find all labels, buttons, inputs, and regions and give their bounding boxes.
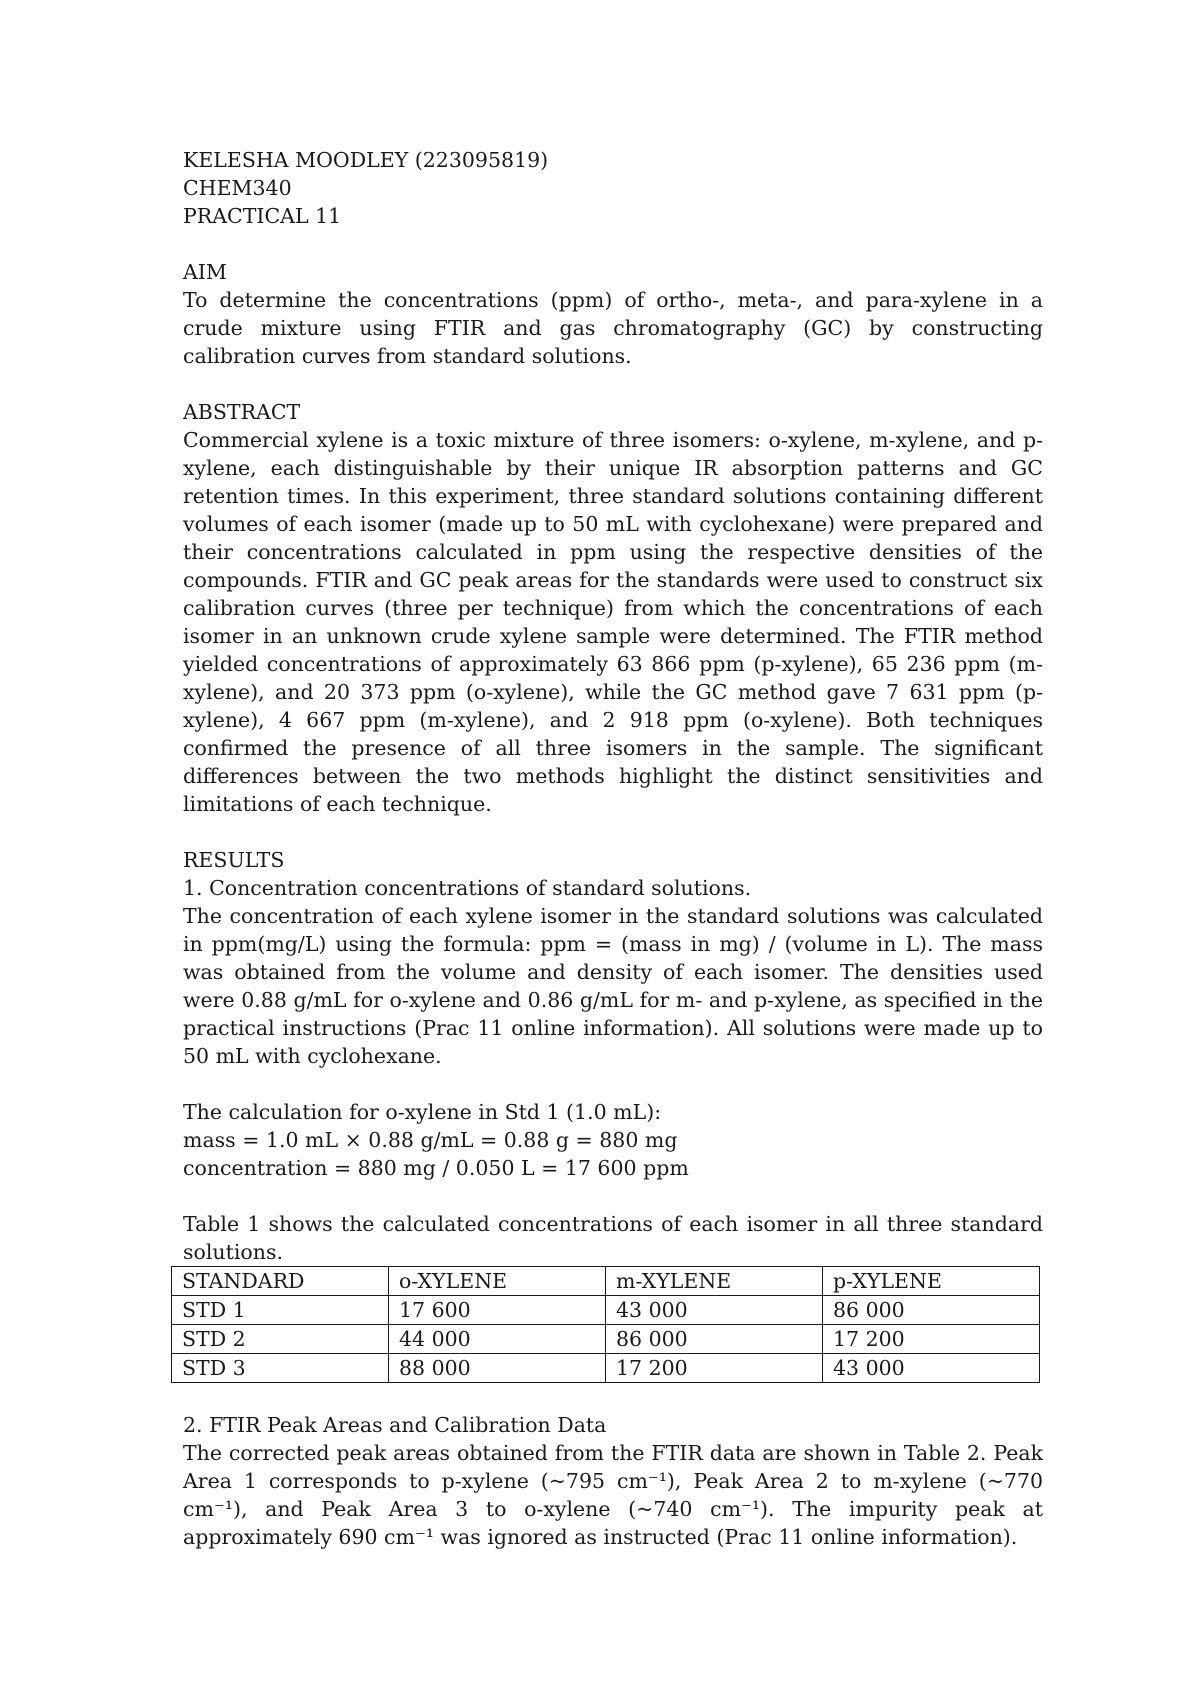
table-cell: 86 000 <box>823 1296 1040 1325</box>
table-header-cell: STANDARD <box>172 1267 389 1296</box>
table-header-cell: o-XYLENE <box>389 1267 606 1296</box>
section-1-text: The concentration of each xylene isomer in the standard solutions was calculated in ppm(mg/L) using the formula: ppm = (mass in mg) / (volume in L). The mass was obtained from the volume and density of each isomer. The densities used were 0.88 g/mL for o-xylene and 0.86 g/mL for m- and p-xylene, as specified in the practical instructions (Prac 11 online information). All solutions were made up to 50 mL with cyclohexane. <box>183 904 1043 1068</box>
table-1-caption: Table 1 shows the calculated concentrations of each isomer in all three standard solutions. <box>183 1212 1043 1264</box>
table-cell: STD 2 <box>172 1325 389 1354</box>
table-cell: 43 000 <box>823 1354 1040 1383</box>
aim-text: To determine the concentrations (ppm) of ortho-, meta-, and para-xylene in a crude mixture using FTIR and gas chromatography (GC) by constructing calibration curves from standard solutions. <box>183 288 1043 368</box>
abstract-text: Commercial xylene is a toxic mixture of three isomers: o-xylene, m-xylene, and p-xylene, each distinguishable by their unique IR absorption patterns and GC retention times. In this experiment, three standard solutions containing different volumes of each isomer (made up to 50 mL with cyclohexane) were prepared and their concentrations calculated in ppm using the respective densities of the compounds. FTIR and GC peak areas for the standards were used to construct six calibration curves (three per technique) from which the concentrations of each isomer in an unknown crude xylene sample were determined. The FTIR method yielded concentrations of approximately 63 866 ppm (p-xylene), 65 236 ppm (m-xylene), and 20 373 ppm (o-xylene), while the GC method gave 7 631 ppm (p-xylene), 4 667 ppm (m-xylene), and 2 918 ppm (o-xylene). Both techniques confirmed the presence of all three isomers in the sample. The significant differences between the two methods highlight the distinct sensitivities and limitations of each technique. <box>183 428 1043 816</box>
table-cell: 44 000 <box>389 1325 606 1354</box>
table-cell: 17 200 <box>606 1354 823 1383</box>
concentration-table <box>171 1266 1040 1383</box>
calculation-intro: The calculation for o-xylene in Std 1 (1.0 mL): <box>183 1100 662 1124</box>
course-code: CHEM340 <box>183 176 292 200</box>
section-1-title: 1. Concentration concentrations of standard solutions. <box>183 876 752 900</box>
table-cell: STD 3 <box>172 1354 389 1383</box>
table-row <box>172 1325 1040 1354</box>
section-2-text: The corrected peak areas obtained from the FTIR data are shown in Table 2. Peak Area 1 corresponds to p-xylene (~795 cm⁻¹), Peak Area 2 to m-xylene (~770 cm⁻¹), and Peak Area 3 to o-xylene (~740 cm⁻¹). The impurity peak at approximately 690 cm⁻¹ was ignored as instructed (Prac 11 online information). <box>183 1441 1043 1549</box>
table-header-cell: p-XYLENE <box>823 1267 1040 1296</box>
table-cell: 17 200 <box>823 1325 1040 1354</box>
section-2-title: 2. FTIR Peak Areas and Calibration Data <box>183 1413 607 1437</box>
table-cell: 86 000 <box>606 1325 823 1354</box>
table-row <box>172 1296 1040 1325</box>
abstract-heading: ABSTRACT <box>183 400 301 424</box>
table-row <box>172 1354 1040 1383</box>
aim-heading: AIM <box>183 260 227 284</box>
calculation-concentration: concentration = 880 mg / 0.050 L = 17 600 ppm <box>183 1156 689 1180</box>
calculation-mass: mass = 1.0 mL × 0.88 g/mL = 0.88 g = 880 mg <box>183 1128 678 1152</box>
document-body <box>183 146 1043 1551</box>
table-header-row <box>172 1267 1040 1296</box>
results-heading: RESULTS <box>183 848 285 872</box>
table-header-cell: m-XYLENE <box>606 1267 823 1296</box>
practical-number: PRACTICAL 11 <box>183 204 342 228</box>
table-cell: 17 600 <box>389 1296 606 1325</box>
author-name: KELESHA MOODLEY (223095819) <box>183 148 549 172</box>
table-cell: STD 1 <box>172 1296 389 1325</box>
table-cell: 43 000 <box>606 1296 823 1325</box>
table-cell: 88 000 <box>389 1354 606 1383</box>
